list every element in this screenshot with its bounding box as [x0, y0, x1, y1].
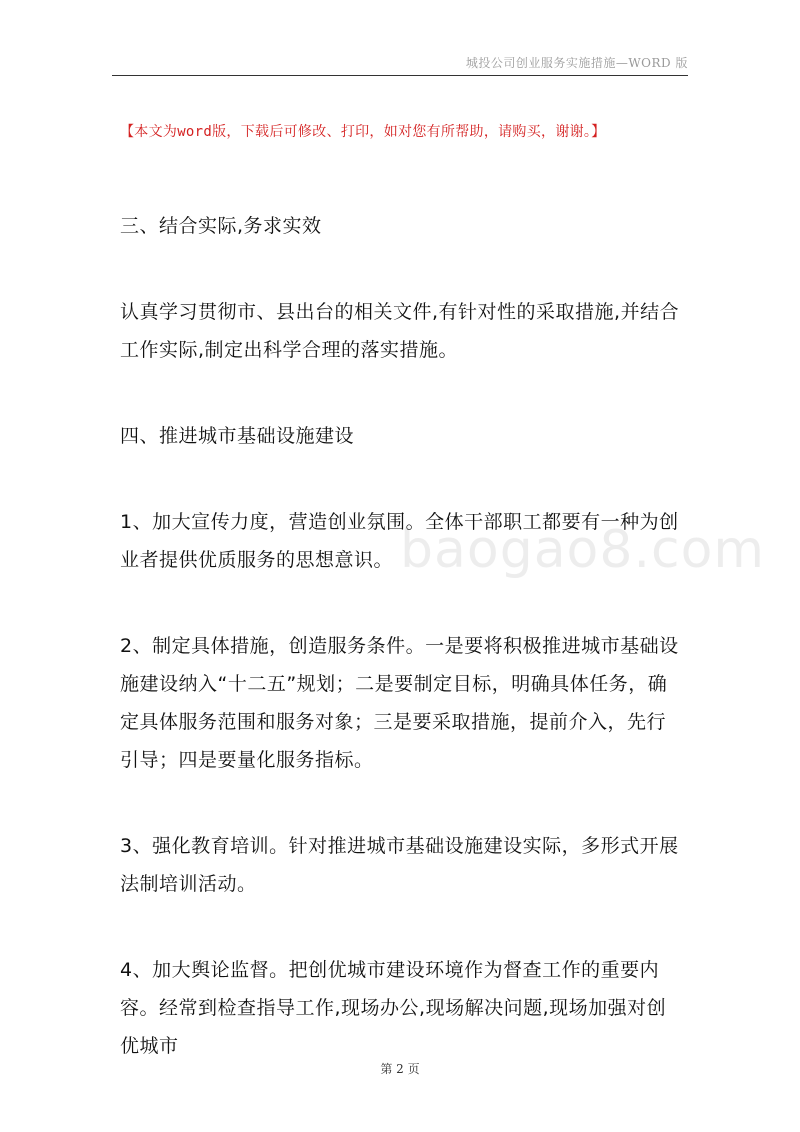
page-number: 第 2 页 — [380, 1062, 420, 1076]
watermark: baogao8.com — [400, 520, 766, 580]
section-heading-3: 三、结合实际,务求实效 — [120, 215, 322, 237]
paragraph-item-2: 2、制定具体措施，创造服务条件。一是要将积极推进城市基础设施建设纳入“十二五”规划；二是要制定目标，明确具体任务，确定具体服务范围和服务对象；三是要采取措施，提前介入，先行引导；四是要量化服务指标。 — [120, 635, 679, 771]
purchase-notice: 【本文为word版，下载后可修改、打印，如对您有所帮助，请购买，谢谢。】 — [120, 124, 606, 140]
section-heading-4: 四、推进城市基础设施建设 — [120, 425, 355, 447]
paragraph-study-documents: 认真学习贯彻市、县出台的相关文件,有针对性的采取措施,并结合工作实际,制定出科学合理的落实措施。 — [120, 301, 680, 361]
paragraph-item-3: 3、强化教育培训。针对推进城市基础设施建设实际，多形式开展法制培训活动。 — [120, 835, 679, 895]
paragraph-item-4: 4、加大舆论监督。把创优城市建设环境作为督查工作的重要内容。经常到检查指导工作,现场办公,现场解决问题,现场加强对创优城市 — [120, 959, 667, 1057]
page-header-title: 城投公司创业服务实施措施—WORD 版 — [465, 56, 688, 70]
header-rule — [112, 75, 688, 76]
paragraph-item-1: 1、加大宣传力度，营造创业氛围。全体干部职工都要有一种为创业者提供优质服务的思想意识。 — [120, 511, 679, 571]
